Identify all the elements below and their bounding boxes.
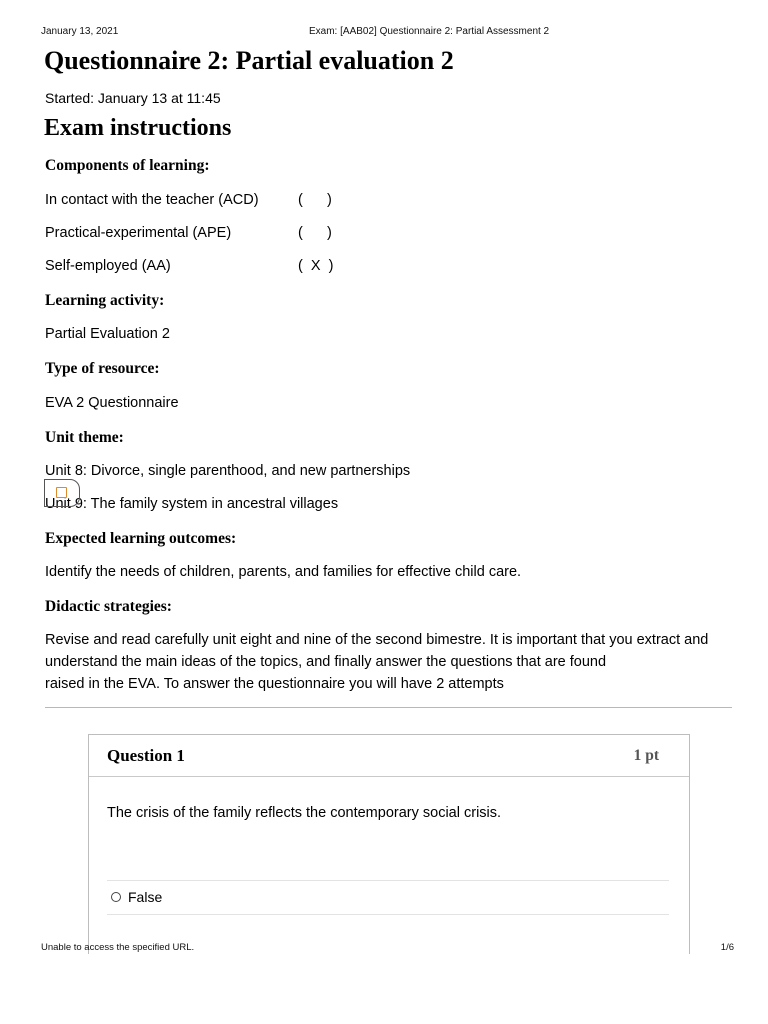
- unit-9: Unit 9: The family system in ancestral villages: [45, 496, 339, 512]
- strategies-line: Revise and read carefully unit eight and nine of the second bimestre. It is important that you extract and: [45, 632, 709, 648]
- resource-type-value: EVA 2 Questionnaire: [45, 395, 179, 411]
- print-date: January 13, 2021: [41, 26, 119, 37]
- learning-activity-value: Partial Evaluation 2: [45, 326, 170, 342]
- started-timestamp: Started: January 13 at 11:45: [45, 90, 221, 106]
- print-header: [41, 26, 734, 38]
- component-aa-label: Self-employed (AA): [45, 258, 171, 274]
- outcomes-value: Identify the needs of children, parents, and families for effective child care.: [45, 564, 522, 580]
- strategies-line: raised in the EVA. To answer the questionnaire you will have 2 attempts: [45, 676, 504, 692]
- question-points: 1 pt: [633, 747, 659, 764]
- learning-activity-label: Learning activity:: [45, 292, 165, 309]
- strategies-line: understand the main ideas of the topics, and finally answer the questions that are found: [45, 654, 607, 670]
- divider: [45, 707, 732, 708]
- print-footer: [41, 942, 734, 954]
- page-number: 1/6: [720, 942, 734, 953]
- page-title: Questionnaire 2: Partial evaluation 2: [44, 46, 454, 75]
- component-ape-mark: ( ): [298, 225, 332, 241]
- component-aa-mark: ( X ): [298, 258, 334, 274]
- floating-tab-button[interactable]: [44, 479, 80, 507]
- footer-note: Unable to access the specified URL.: [41, 942, 195, 953]
- question-header: [89, 735, 689, 777]
- option-separator: [107, 914, 669, 915]
- outcomes-label: Expected learning outcomes:: [45, 530, 237, 547]
- question-text: The crisis of the family reflects the contemporary social crisis.: [107, 805, 502, 821]
- option-separator: [107, 880, 669, 881]
- components-label: Components of learning:: [45, 157, 210, 174]
- answer-option-false[interactable]: [111, 889, 162, 905]
- strategies-paragraph: [45, 629, 725, 695]
- component-acd-label: In contact with the teacher (ACD): [45, 192, 259, 208]
- question-card: [88, 734, 690, 954]
- strategies-label: Didactic strategies:: [45, 598, 172, 615]
- print-doc-title: Exam: [AAB02] Questionnaire 2: Partial Assessment 2: [309, 26, 550, 37]
- resource-type-label: Type of resource:: [45, 360, 160, 377]
- instructions-title: Exam instructions: [44, 115, 232, 141]
- unit-8: Unit 8: Divorce, single parenthood, and new partnerships: [45, 463, 411, 479]
- component-acd-mark: ( ): [298, 192, 332, 208]
- question-title: Question 1: [107, 746, 185, 765]
- answer-option-label: False: [128, 889, 163, 905]
- square-icon: [56, 487, 67, 498]
- unit-theme-label: Unit theme:: [45, 429, 124, 446]
- component-ape-label: Practical-experimental (APE): [45, 225, 232, 241]
- radio-button[interactable]: [111, 892, 121, 902]
